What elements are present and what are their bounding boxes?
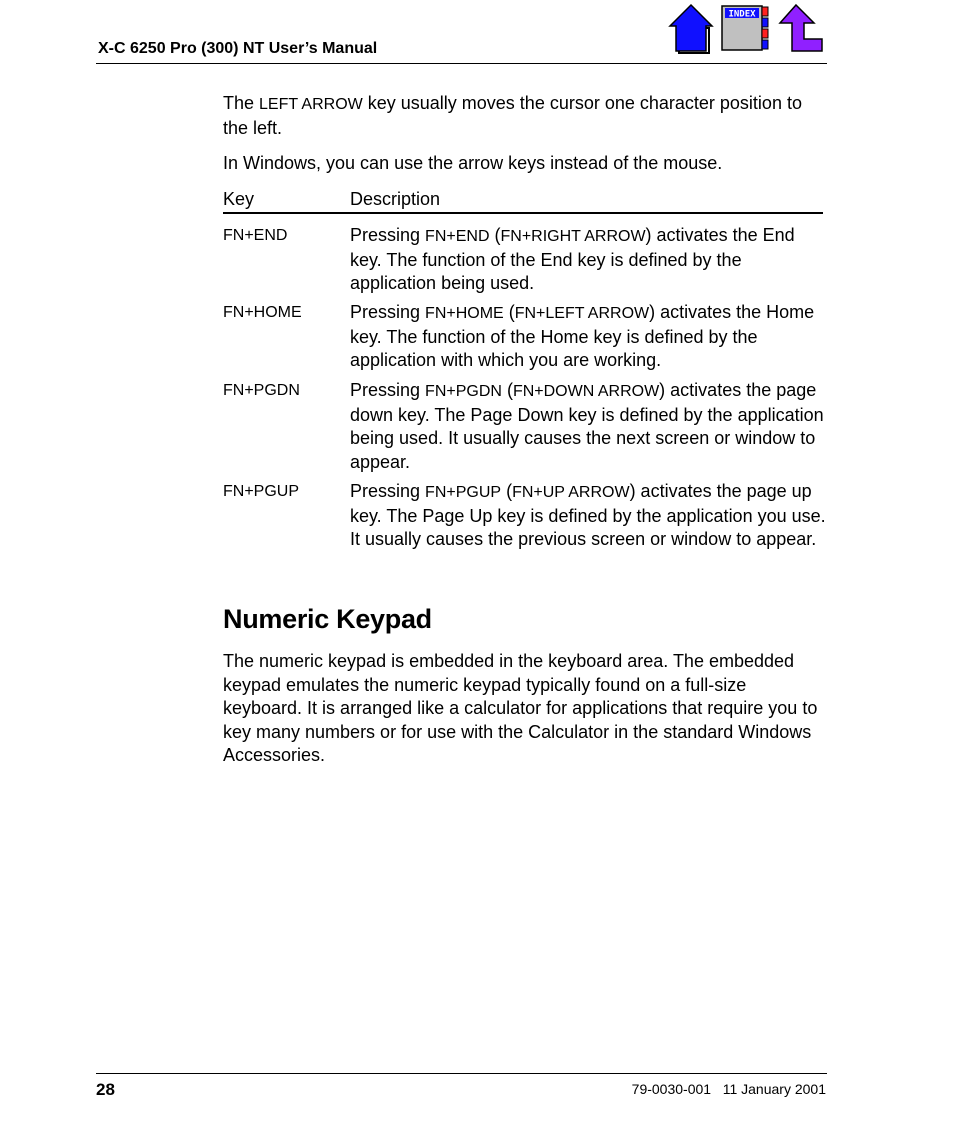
- index-button[interactable]: [720, 3, 772, 55]
- index-label: INDEX: [728, 9, 756, 20]
- manual-title: X-C 6250 Pro (300) NT User’s Manual: [98, 40, 378, 57]
- key-cell: FN+PGDN: [223, 382, 300, 399]
- document-info: 79-0030-001 11 January 2001: [631, 1081, 826, 1097]
- description-cell: Pressing FN+HOME (FN+LEFT ARROW) activates the Home key. The function of the Home key is defined by the application with which you are working.: [350, 302, 815, 370]
- page-number: 28: [96, 1080, 115, 1099]
- key-name: LEFT ARROW: [259, 96, 363, 113]
- section-body: The numeric keypad is embedded in the keyboard area. The embedded keypad emulates the numeric keypad typically found on a full-size keyboard. It is arranged like a calculator for applications that require you to key many numbers or for use with the Calculator in the standard Windows Accessories.: [223, 651, 818, 765]
- description-cell: Pressing FN+PGUP (FN+UP ARROW) activates the page up key. The Page Up key is defined by the application you use. It usually causes the previous screen or window to appear.: [350, 481, 826, 549]
- intro-paragraph-2: In Windows, you can use the arrow keys instead of the mouse.: [223, 153, 723, 173]
- footer-divider: [96, 1073, 827, 1074]
- key-cell: FN+PGUP: [223, 483, 300, 500]
- key-cell: FN+END: [223, 227, 288, 244]
- header-divider: [96, 63, 827, 64]
- back-button[interactable]: [776, 3, 828, 55]
- description-cell: Pressing FN+PGDN (FN+DOWN ARROW) activates the page down key. The Page Down key is defined by the application being used. It usually causes the next screen or window to appear.: [350, 380, 824, 472]
- key-cell: FN+HOME: [223, 304, 302, 321]
- column-header-description: Description: [350, 189, 441, 209]
- key-table-header: [223, 188, 823, 214]
- section-heading: Numeric Keypad: [223, 604, 432, 634]
- column-header-key: Key: [223, 189, 255, 209]
- back-arrow-icon: [776, 3, 828, 55]
- home-icon: [668, 3, 714, 55]
- intro-paragraph-1: The LEFT ARROW key usually moves the cursor one character position to the left.: [223, 93, 802, 138]
- index-icon: [720, 3, 772, 55]
- description-cell: Pressing FN+END (FN+RIGHT ARROW) activates the End key. The function of the End key is defined by the application being used.: [350, 225, 795, 293]
- home-button[interactable]: [668, 3, 714, 55]
